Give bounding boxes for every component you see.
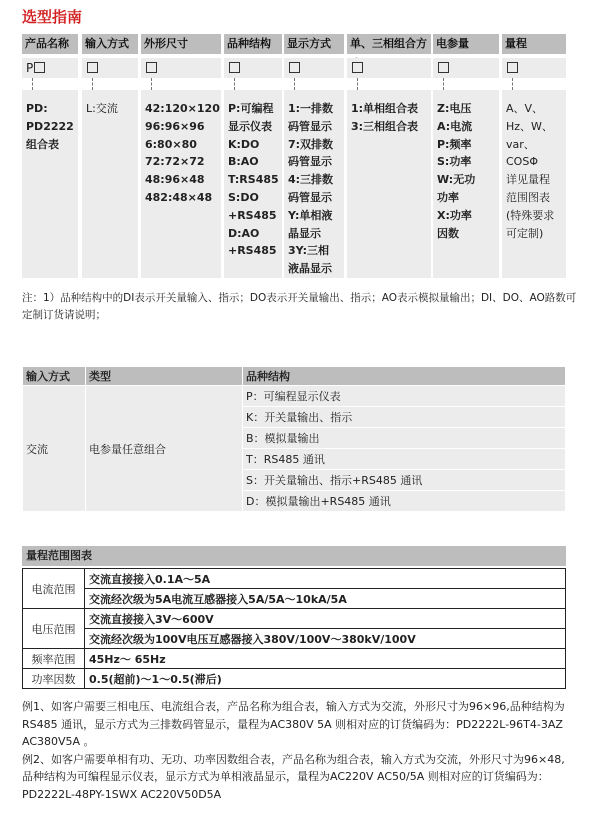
code-cell bbox=[502, 58, 566, 78]
table-row: P：可编程显示仪表 bbox=[243, 386, 566, 407]
table-cell: 45Hz～ 65Hz bbox=[85, 649, 566, 669]
table-row: D：模拟量输出+RS485 通讯 bbox=[243, 491, 566, 512]
table-row: S：开关量输出、指示+RS485 通讯 bbox=[243, 470, 566, 491]
code-cell bbox=[141, 58, 221, 78]
table-row: T：RS485 通讯 bbox=[243, 449, 566, 470]
connector-line bbox=[234, 78, 235, 90]
example-2: 例2、如客户需要单相有功、无功、功率因数组合表，产品名称为组合表，输入方式为交流，外形尺寸为96×48,品种结构为可编程显示仪表，显示方式为单相液晶显示，量程为AC220V AC50/5A 则相对应的订货编码为：PD2222L-48PY-1SWX AC220V50D5A bbox=[22, 752, 565, 801]
header-parameter: 电参量 bbox=[433, 34, 499, 54]
column-header: 品种结构 bbox=[243, 367, 566, 386]
header-product-name: 产品名称 bbox=[22, 34, 78, 54]
checkbox-square-icon bbox=[87, 62, 98, 73]
table-row: B：模拟量输出 bbox=[243, 428, 566, 449]
checkbox-square-icon bbox=[34, 62, 45, 73]
example-1: 例1、如客户需要三相电压、电流组合表，产品名称为组合表，输入方式为交流，外形尺寸为96×96,品种结构为RS485 通讯，显示方式为三排数码管显示，量程为AC380V 5A 则相对应的订货编码为：PD2222L-96T4-3AZ AC380V5A 。 bbox=[22, 700, 565, 748]
connector-line bbox=[151, 78, 152, 90]
checkbox-square-icon bbox=[289, 62, 300, 73]
checkbox-square-icon bbox=[438, 62, 449, 73]
column-header: 类型 bbox=[86, 367, 243, 386]
header-input-mode: 输入方式 bbox=[82, 34, 138, 54]
code-cell bbox=[433, 58, 499, 78]
checkbox-square-icon bbox=[507, 62, 518, 73]
detail-phase: 1:单相组合表 3:三相组合表 bbox=[347, 90, 431, 278]
input-mode-cell: 交流 bbox=[23, 386, 86, 512]
table-cell: 交流直接接入0.1A～5A bbox=[85, 569, 566, 589]
code-cell bbox=[284, 58, 344, 78]
detail-structure: P:可编程 显示仪表 K:DO B:AO T:RS485 S:DO +RS485 D:AO +RS485 bbox=[224, 90, 282, 278]
type-cell: 电参量任意组合 bbox=[86, 386, 243, 512]
connector-line bbox=[357, 78, 358, 90]
header-display: 显示方式 bbox=[284, 34, 344, 54]
detail-input-mode: L:交流 bbox=[82, 90, 138, 278]
detail-range: A、V、 Hz、W、 var、 COSΦ 详见量程 范围图表 (特殊要求 可定制) bbox=[502, 90, 566, 278]
table-row: K：开关量输出、指示 bbox=[243, 407, 566, 428]
page-title: 选型指南 bbox=[22, 8, 83, 26]
checkbox-square-icon bbox=[229, 62, 240, 73]
detail-parameter: Z:电压 A:电流 P:频率 S:功率 W:无功 功率 X:功率 因数 bbox=[433, 90, 499, 278]
detail-dimensions: 42:120×120 96:96×96 6:80×80 72:72×72 48:96×48 482:48×48 bbox=[141, 90, 221, 278]
connector-line bbox=[294, 78, 295, 90]
current-label: 电流范围 bbox=[23, 569, 85, 609]
code-cell bbox=[82, 58, 138, 78]
range-table-title: 量程范围图表 bbox=[22, 546, 566, 566]
checkbox-square-icon bbox=[146, 62, 157, 73]
connector-line bbox=[92, 78, 93, 90]
table-cell: 交流经次级为5A电流互感器接入5A/5A～10kA/5A bbox=[85, 589, 566, 609]
table-cell: 0.5(超前)～1～0.5(滞后) bbox=[85, 669, 566, 689]
code-cell bbox=[224, 58, 282, 78]
voltage-label: 电压范围 bbox=[23, 609, 85, 649]
detail-product-name: PD: PD2222 组合表 bbox=[22, 90, 78, 278]
examples bbox=[22, 698, 574, 803]
header-structure: 品种结构 bbox=[224, 34, 282, 54]
header-range: 量程 bbox=[502, 34, 566, 54]
power-factor-label: 功率因数 bbox=[23, 669, 85, 689]
header-dimensions: 外形尺寸 bbox=[141, 34, 221, 54]
header-phase: 单、三相组合方 bbox=[347, 34, 431, 54]
table-cell: 交流经次级为100V电压互感器接入380V/100V～380kV/100V bbox=[85, 629, 566, 649]
connector-line bbox=[443, 78, 444, 90]
frequency-label: 频率范围 bbox=[23, 649, 85, 669]
structure-type-table bbox=[22, 366, 566, 512]
checkbox-square-icon bbox=[352, 62, 363, 73]
connector-line bbox=[512, 78, 513, 90]
code-text: P bbox=[26, 61, 34, 75]
code-cell bbox=[347, 58, 431, 78]
footnote: 注：1）品种结构中的DI表示开关量输入、指示；DO表示开关量输出、指示；AO表示模拟量输出；DI、DO、AO路数可定制订货请说明； bbox=[22, 292, 577, 321]
detail-display: 1:一排数 码管显示 7:双排数 码管显示 4:三排数 码管显示 Y:单相液 晶显示 3Y:三相 液晶显示 bbox=[284, 90, 344, 278]
code-cell bbox=[22, 58, 78, 78]
column-header: 输入方式 bbox=[23, 367, 86, 386]
table-cell: 交流直接接入3V～600V bbox=[85, 609, 566, 629]
range-table bbox=[22, 568, 566, 689]
connector-line bbox=[32, 78, 33, 90]
